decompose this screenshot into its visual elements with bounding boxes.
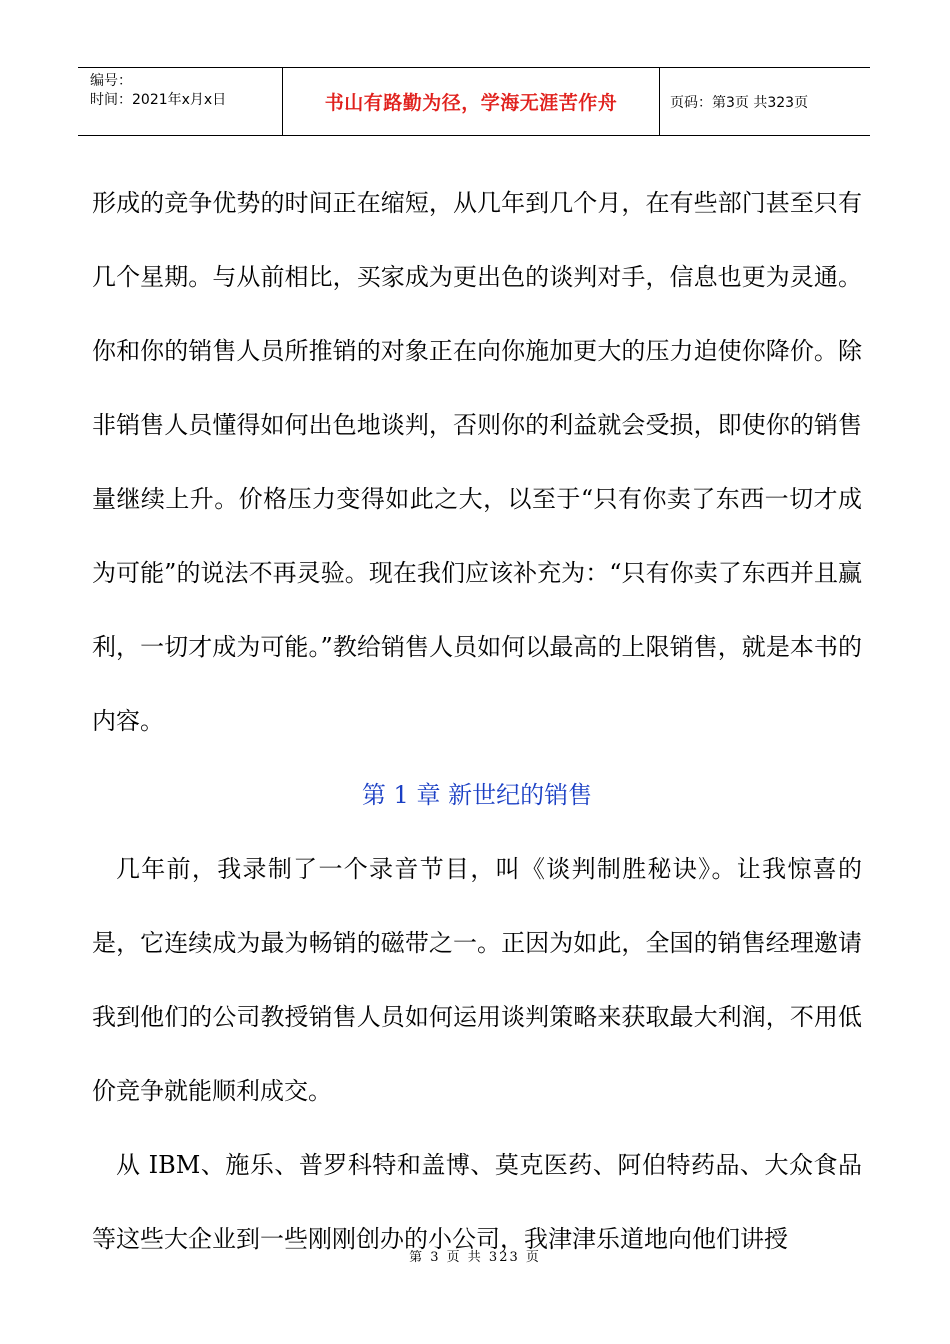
header-date-label: 时间：2021年x月x日 xyxy=(90,92,227,108)
chapter-title: 第 1 章 新世纪的销售 xyxy=(361,781,593,809)
page-header xyxy=(78,67,870,136)
document-body xyxy=(92,166,862,1276)
page-footer: 第 3 页 共 323 页 xyxy=(409,1250,541,1265)
header-number-label: 编号： xyxy=(90,73,132,89)
paragraph-2: 几年前，我录制了一个录音节目，叫《谈判制胜秘诀》。让我惊喜的是，它连续成为最为畅销的磁带之一。正因为如此，全国的销售经理邀请我到他们的公司教授销售人员如何运用谈判策略来获取最大利润，不用低价竞争就能顺利成交。 xyxy=(92,855,862,1105)
paragraph-3: 从 IBM、施乐、普罗科特和盖博、莫克医药、阿伯特药品、大众食品等这些大企业到一些刚刚创办的小公司，我津津乐道地向他们讲授 xyxy=(92,1151,862,1253)
header-motto: 书山有路勤为径，学海无涯苦作舟 xyxy=(283,68,660,135)
header-meta-cell xyxy=(78,68,283,135)
header-page-info: 页码：第3页 共323页 xyxy=(670,94,809,111)
paragraph-1: 形成的竞争优势的时间正在缩短，从几年到几个月，在有些部门甚至只有几个星期。与从前相比，买家成为更出色的谈判对手，信息也更为灵通。你和你的销售人员所推销的对象正在向你施加更大的压力迫使你降价。除非销售人员懂得如何出色地谈判，否则你的利益就会受损，即使你的销售量继续上升。价格压力变得如此之大，以至于“只有你卖了东西一切才成为可能”的说法不再灵验。现在我们应该补充为：“只有你卖了东西并且赢利，一切才成为可能。”教给销售人员如何以最高的上限销售，就是本书的内容。 xyxy=(92,189,862,735)
